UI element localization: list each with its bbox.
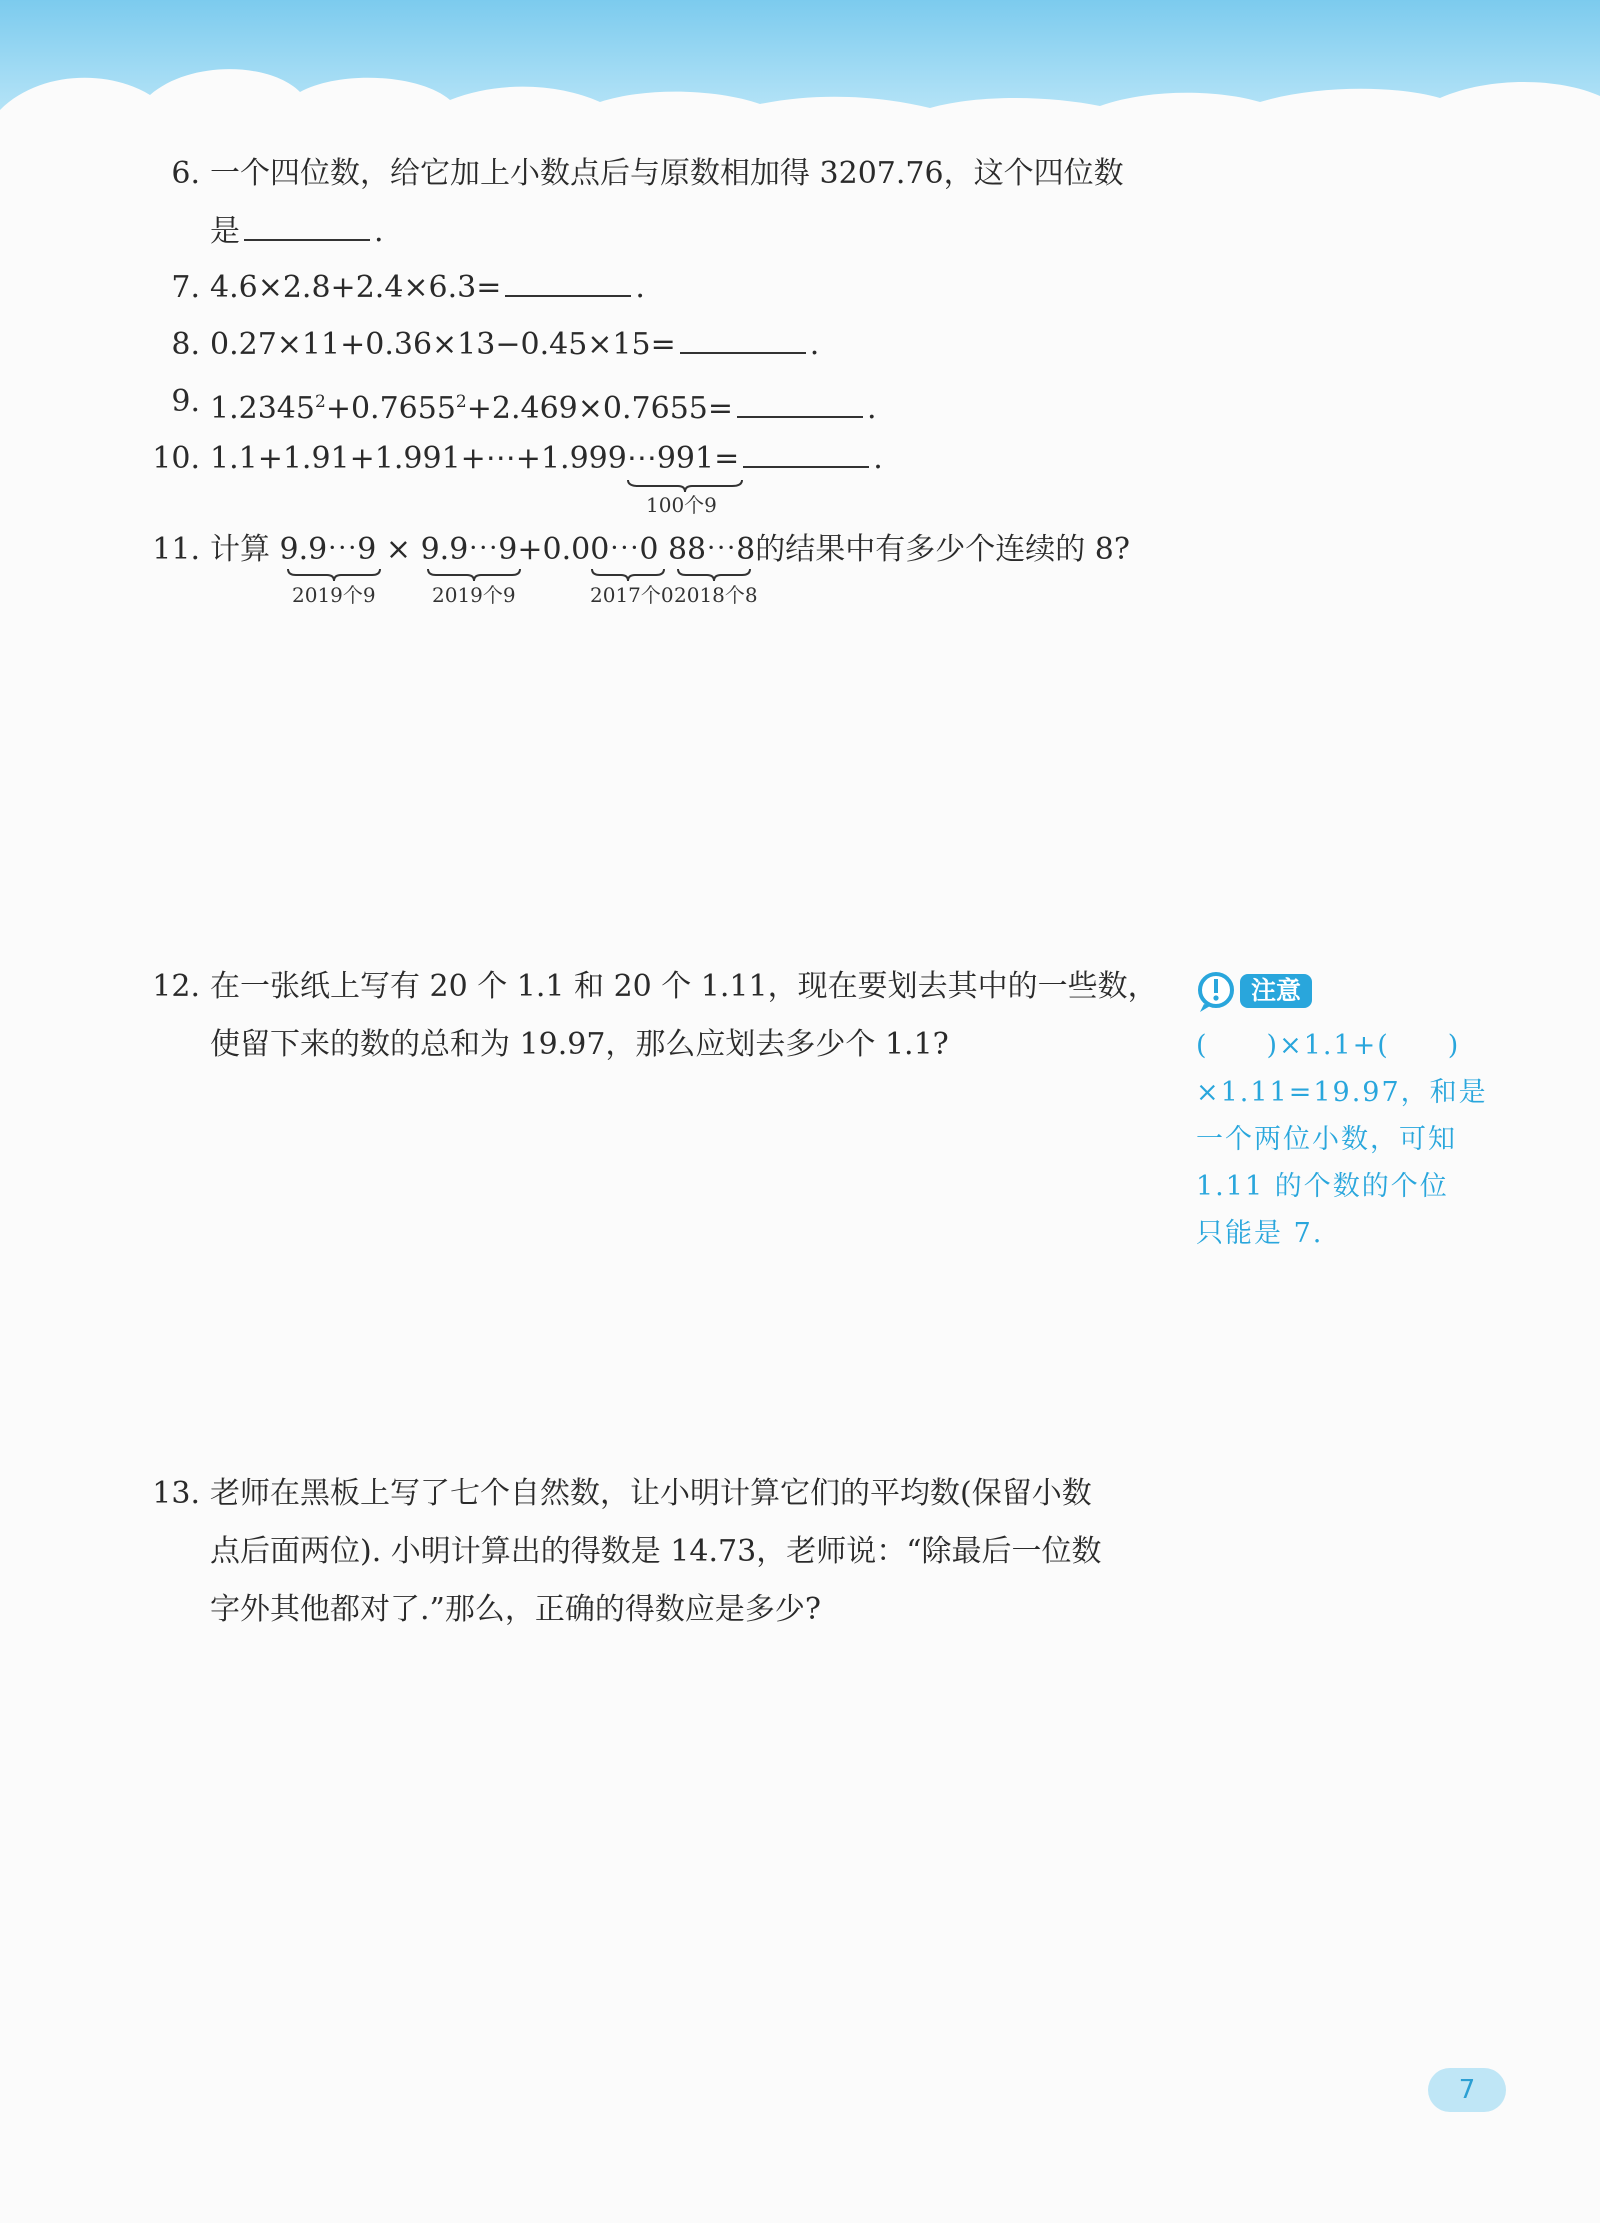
braced-number: 9.9⋯9: [279, 532, 377, 567]
question-text: $1.2345^2+0.7655^2+2.469\times 0.7655=$ .: [210, 391, 877, 426]
answer-blank[interactable]: [743, 440, 869, 468]
underbrace: [626, 478, 744, 494]
question-text-line3: 字外其他都对了.”那么，正确的得数应是多少?: [210, 1592, 821, 1627]
brace-label: 2018个8: [674, 583, 758, 607]
question-number: 13.: [152, 1476, 200, 1511]
braced-zeros: 00⋯0: [571, 532, 659, 567]
question-number: 6.: [171, 156, 200, 191]
underbrace: [590, 567, 666, 583]
underbrace: [286, 567, 382, 583]
underbrace: [676, 567, 752, 583]
question-text: 4.6×2.8+2.4×6.3= .: [210, 270, 645, 305]
question-number: 7.: [171, 270, 200, 305]
answer-blank[interactable]: [737, 390, 863, 418]
note-text: ( )×1.1+( ) ×1.11=19.97，和是 一个两位小数，可知 1.11 的个数的个位 只能是 7.: [1196, 1030, 1488, 1249]
braced-digits: 999⋯99: [569, 441, 695, 476]
note-title: 注意: [1250, 976, 1301, 1005]
header-banner: [0, 0, 1600, 150]
answer-blank[interactable]: [680, 326, 806, 354]
question-number: 10.: [152, 441, 200, 476]
question-number: 8.: [171, 327, 200, 362]
question-number: 11.: [152, 532, 200, 567]
answer-blank[interactable]: [244, 213, 370, 241]
question-text-line2: 点后面两位). 小明计算出的得数是 14.73，老师说：“除最后一位数: [210, 1534, 1102, 1569]
brace-label: 2019个9: [432, 583, 516, 607]
question-number: 9.: [171, 384, 200, 419]
answer-blank[interactable]: [505, 269, 631, 297]
question-text: 0.27×11+0.36×13−0.45×15= .: [210, 327, 820, 362]
question-text-line2: 是 .: [210, 214, 384, 249]
brace-label: 100个9: [646, 493, 717, 517]
question-text: 1.1+1.91+1.991+⋯+1.999⋯991= .: [210, 441, 883, 476]
braced-eights: 88⋯8: [667, 532, 756, 567]
question-text: 在一张纸上写有 20 个 1.1 和 20 个 1.11，现在要划去其中的一些数，: [210, 969, 1158, 1004]
brace-label: 2019个9: [292, 583, 376, 607]
braced-number: 9.9⋯9: [420, 532, 518, 567]
page-number: 7: [1428, 2068, 1506, 2112]
question-text: 计算 9.9⋯9 × 9.9⋯9+0.00⋯0 88⋯8的结果中有多少个连续的 8?: [210, 532, 1130, 567]
brace-label: 2017个0: [590, 583, 674, 607]
question-number: 12.: [152, 969, 200, 1004]
underbrace: [426, 567, 522, 583]
question-text-line2: 使留下来的数的总和为 19.97，那么应划去多少个 1.1?: [210, 1027, 949, 1062]
question-text: 老师在黑板上写了七个自然数，让小明计算它们的平均数(保留小数: [210, 1476, 1092, 1511]
question-text: 一个四位数，给它加上小数点后与原数相加得 3207.76，这个四位数: [210, 156, 1124, 191]
